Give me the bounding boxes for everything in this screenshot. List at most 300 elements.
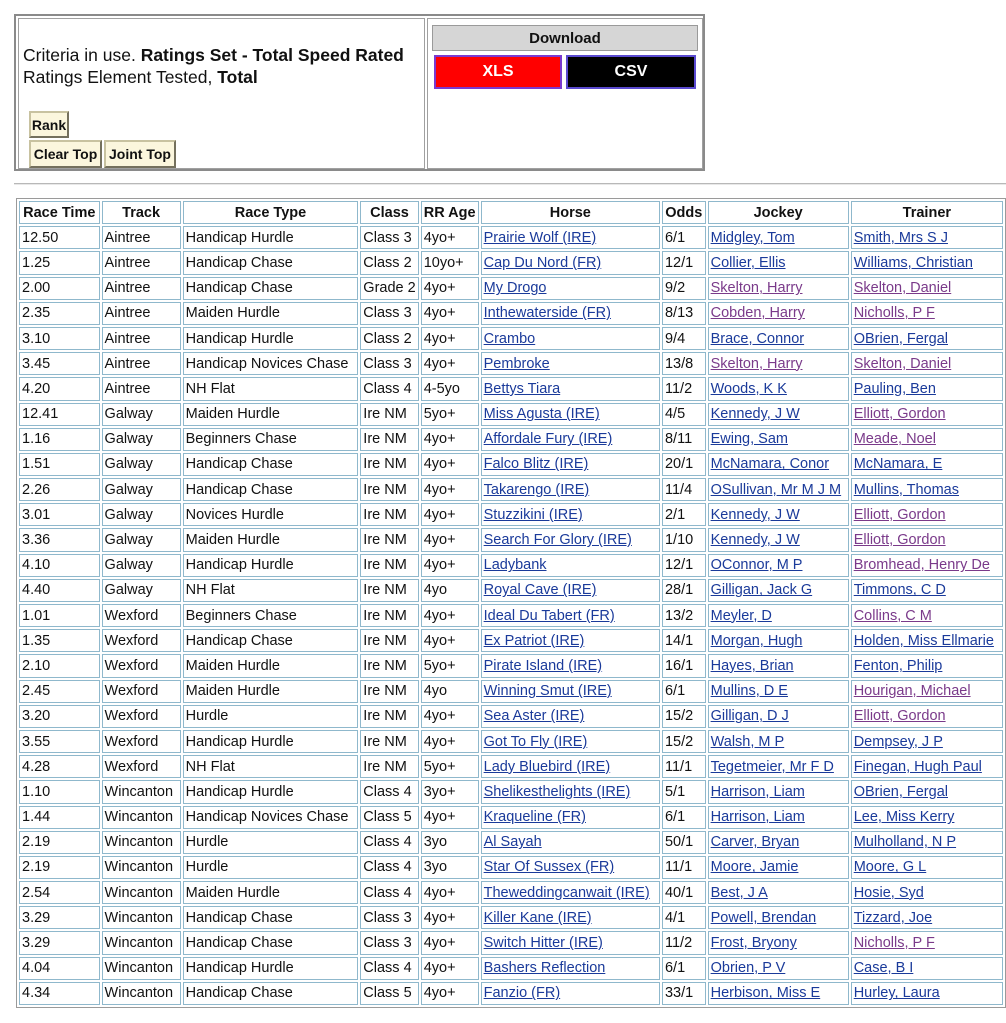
cell-odds: 14/1 — [662, 629, 706, 652]
jockey-link[interactable]: Kennedy, J W — [710, 532, 800, 549]
trainer-link[interactable]: Dempsey, J P — [853, 733, 943, 750]
cell-race-type: Handicap Chase — [183, 277, 359, 300]
cell-horse — [481, 780, 660, 803]
trainer-link[interactable]: Elliott, Gordon — [853, 708, 946, 725]
cell-track: Aintree — [102, 251, 181, 274]
horse-link[interactable]: Kraqueline (FR) — [483, 809, 586, 826]
header-class[interactable]: Class — [360, 201, 418, 224]
table-row — [19, 831, 1003, 854]
jockey-link[interactable]: Walsh, M P — [710, 733, 785, 750]
trainer-link[interactable]: Mullins, Thomas — [853, 481, 959, 498]
cell-race-time: 2.19 — [19, 856, 100, 879]
table-row — [19, 579, 1003, 602]
cell-race-time: 12.50 — [19, 226, 100, 249]
cell-jockey — [708, 856, 849, 879]
jockey-link[interactable]: Woods, K K — [710, 380, 787, 397]
cell-horse — [481, 226, 660, 249]
header-odds[interactable]: Odds — [662, 201, 706, 224]
table-row — [19, 680, 1003, 703]
trainer-link[interactable]: Elliott, Gordon — [853, 506, 946, 523]
table-row — [19, 453, 1003, 476]
cell-race-type: Novices Hurdle — [183, 503, 359, 526]
cell-trainer — [851, 277, 1003, 300]
trainer-link[interactable]: OBrien, Fergal — [853, 330, 948, 347]
cell-race-type: Handicap Hurdle — [183, 780, 359, 803]
cell-rr-age: 4yo+ — [421, 352, 479, 375]
jockey-link[interactable]: Obrien, P V — [710, 960, 786, 977]
trainer-link[interactable]: Lee, Miss Kerry — [853, 809, 955, 826]
cell-track: Galway — [102, 579, 181, 602]
cell-horse — [481, 906, 660, 929]
cell-race-time: 3.36 — [19, 528, 100, 551]
header-track[interactable]: Track — [102, 201, 181, 224]
trainer-link[interactable]: Timmons, C D — [853, 582, 946, 599]
cell-race-time: 12.41 — [19, 403, 100, 426]
cell-trainer — [851, 579, 1003, 602]
cell-rr-age: 4yo+ — [421, 554, 479, 577]
table-row — [19, 604, 1003, 627]
criteria-element-tested — [23, 67, 258, 87]
cell-class: Class 4 — [360, 831, 418, 854]
cell-odds: 4/5 — [662, 403, 706, 426]
horse-link[interactable]: Royal Cave (IRE) — [483, 582, 597, 599]
cell-race-time: 1.10 — [19, 780, 100, 803]
horse-link[interactable]: Sea Aster (IRE) — [483, 708, 585, 725]
cell-track: Wincanton — [102, 906, 181, 929]
cell-race-type: Handicap Chase — [183, 478, 359, 501]
cell-race-type: Handicap Chase — [183, 629, 359, 652]
trainer-link[interactable]: Smith, Mrs S J — [853, 229, 948, 246]
jockey-link[interactable]: Morgan, Hugh — [710, 632, 803, 649]
cell-horse — [481, 453, 660, 476]
cell-class: Class 3 — [360, 931, 418, 954]
cell-rr-age: 4yo+ — [421, 428, 479, 451]
trainer-link[interactable]: Hurley, Laura — [853, 985, 940, 1002]
cell-odds: 1/10 — [662, 528, 706, 551]
table-row — [19, 503, 1003, 526]
table-row — [19, 931, 1003, 954]
cell-rr-age: 5yo+ — [421, 654, 479, 677]
table-row — [19, 906, 1003, 929]
cell-track: Wincanton — [102, 780, 181, 803]
jockey-link[interactable]: Mullins, D E — [710, 683, 788, 700]
cell-jockey — [708, 503, 849, 526]
rank-button[interactable]: Rank — [29, 111, 69, 138]
cell-jockey — [708, 478, 849, 501]
cell-race-time: 2.35 — [19, 302, 100, 325]
trainer-link[interactable]: Mulholland, N P — [853, 834, 957, 851]
cell-jockey — [708, 931, 849, 954]
cell-class: Class 5 — [360, 806, 418, 829]
jockey-link[interactable]: Harrison, Liam — [710, 783, 805, 800]
table-row — [19, 755, 1003, 778]
cell-race-type: Handicap Hurdle — [183, 957, 359, 980]
jockey-link[interactable]: Midgley, Tom — [710, 229, 795, 246]
xls-download-button[interactable]: XLS — [434, 55, 562, 89]
jockey-link[interactable]: Meyler, D — [710, 607, 772, 624]
header-horse[interactable]: Horse — [481, 201, 660, 224]
criteria-box — [18, 18, 425, 169]
cell-horse — [481, 503, 660, 526]
jockey-link[interactable]: Powell, Brendan — [710, 909, 817, 926]
cell-rr-age: 4yo+ — [421, 705, 479, 728]
horse-link[interactable]: Prairie Wolf (IRE) — [483, 229, 597, 246]
trainer-link[interactable]: Pauling, Ben — [853, 380, 936, 397]
cell-jockey — [708, 680, 849, 703]
header-trainer[interactable]: Trainer — [851, 201, 1003, 224]
cell-track: Galway — [102, 453, 181, 476]
cell-rr-age: 5yo+ — [421, 755, 479, 778]
jockey-link[interactable]: Ewing, Sam — [710, 431, 788, 448]
horse-link[interactable]: Bettys Tiara — [483, 380, 561, 397]
cell-jockey — [708, 226, 849, 249]
horse-link[interactable]: Al Sayah — [483, 834, 542, 851]
jockey-link[interactable]: Gilligan, D J — [710, 708, 789, 725]
cell-jockey — [708, 528, 849, 551]
cell-odds: 15/2 — [662, 730, 706, 753]
jockey-link[interactable]: Brace, Connor — [710, 330, 805, 347]
jockey-link[interactable]: Kennedy, J W — [710, 506, 800, 523]
cell-race-type: Handicap Chase — [183, 251, 359, 274]
cell-odds: 6/1 — [662, 957, 706, 980]
cell-track: Wexford — [102, 680, 181, 703]
cell-class: Class 4 — [360, 780, 418, 803]
cell-track: Galway — [102, 503, 181, 526]
cell-odds: 11/1 — [662, 755, 706, 778]
clear-top-button[interactable]: Clear Top — [29, 140, 102, 168]
cell-track: Aintree — [102, 226, 181, 249]
cell-odds: 16/1 — [662, 654, 706, 677]
header-jockey[interactable]: Jockey — [708, 201, 849, 224]
results-table — [16, 198, 1006, 1008]
cell-track: Aintree — [102, 352, 181, 375]
cell-race-type: NH Flat — [183, 755, 359, 778]
jockey-link[interactable]: Gilligan, Jack G — [710, 582, 813, 599]
cell-odds: 6/1 — [662, 680, 706, 703]
table-row — [19, 982, 1003, 1005]
cell-jockey — [708, 554, 849, 577]
cell-race-type: Maiden Hurdle — [183, 654, 359, 677]
table-row — [19, 780, 1003, 803]
cell-class: Class 3 — [360, 352, 418, 375]
horse-link[interactable]: Shelikesthelights (IRE) — [483, 783, 631, 800]
cell-rr-age: 4yo+ — [421, 453, 479, 476]
cell-track: Wincanton — [102, 856, 181, 879]
trainer-link[interactable]: Elliott, Gordon — [853, 532, 946, 549]
cell-horse — [481, 528, 660, 551]
cell-race-type: Beginners Chase — [183, 428, 359, 451]
cell-class: Ire NM — [360, 680, 418, 703]
table-row — [19, 302, 1003, 325]
cell-trainer — [851, 428, 1003, 451]
horse-link[interactable]: Killer Kane (IRE) — [483, 909, 592, 926]
cell-race-type: Handicap Novices Chase — [183, 806, 359, 829]
horse-link[interactable]: Switch Hitter (IRE) — [483, 935, 603, 952]
cell-jockey — [708, 629, 849, 652]
cell-jockey — [708, 654, 849, 677]
cell-odds: 6/1 — [662, 226, 706, 249]
horse-link[interactable]: Theweddingcanwait (IRE) — [483, 884, 650, 901]
cell-track: Wincanton — [102, 931, 181, 954]
cell-race-time: 2.10 — [19, 654, 100, 677]
cell-race-time: 1.25 — [19, 251, 100, 274]
trainer-link[interactable]: Nicholls, P F — [853, 935, 935, 952]
cell-trainer — [851, 554, 1003, 577]
cell-race-type: Maiden Hurdle — [183, 881, 359, 904]
cell-class: Class 2 — [360, 327, 418, 350]
cell-horse — [481, 806, 660, 829]
cell-jockey — [708, 579, 849, 602]
cell-jockey — [708, 251, 849, 274]
cell-class: Grade 2 — [360, 277, 418, 300]
cell-race-type: Hurdle — [183, 705, 359, 728]
cell-odds: 5/1 — [662, 780, 706, 803]
cell-odds: 2/1 — [662, 503, 706, 526]
cell-odds: 9/4 — [662, 327, 706, 350]
horse-link[interactable]: Winning Smut (IRE) — [483, 683, 612, 700]
cell-race-time: 1.35 — [19, 629, 100, 652]
cell-race-type: Hurdle — [183, 856, 359, 879]
horse-link[interactable]: Inthewaterside (FR) — [483, 305, 611, 322]
trainer-link[interactable]: Skelton, Daniel — [853, 355, 952, 372]
cell-trainer — [851, 931, 1003, 954]
cell-rr-age: 4yo+ — [421, 957, 479, 980]
header-rr-age[interactable]: RR Age — [421, 201, 479, 224]
jockey-link[interactable]: Cobden, Harry — [710, 305, 805, 322]
cell-rr-age: 5yo+ — [421, 403, 479, 426]
table-row — [19, 554, 1003, 577]
download-title: Download — [432, 25, 698, 51]
cell-horse — [481, 654, 660, 677]
cell-odds: 9/2 — [662, 277, 706, 300]
cell-class: Ire NM — [360, 730, 418, 753]
trainer-link[interactable]: Holden, Miss Ellmarie — [853, 632, 994, 649]
trainer-link[interactable]: Tizzard, Joe — [853, 909, 933, 926]
cell-trainer — [851, 302, 1003, 325]
horse-link[interactable]: Ladybank — [483, 557, 547, 574]
header-race-time[interactable]: Race Time — [19, 201, 100, 224]
horse-link[interactable]: Miss Agusta (IRE) — [483, 406, 600, 423]
cell-jockey — [708, 755, 849, 778]
cell-jockey — [708, 982, 849, 1005]
trainer-link[interactable]: Nicholls, P F — [853, 305, 935, 322]
trainer-link[interactable]: Finegan, Hugh Paul — [853, 758, 982, 775]
cell-race-type: NH Flat — [183, 377, 359, 400]
joint-top-button[interactable]: Joint Top — [104, 140, 176, 168]
cell-horse — [481, 881, 660, 904]
jockey-link[interactable]: Hayes, Brian — [710, 657, 794, 674]
cell-track: Wincanton — [102, 831, 181, 854]
trainer-link[interactable]: Skelton, Daniel — [853, 280, 952, 297]
table-row — [19, 277, 1003, 300]
trainer-link[interactable]: Collins, C M — [853, 607, 932, 624]
cell-horse — [481, 957, 660, 980]
cell-odds: 4/1 — [662, 906, 706, 929]
jockey-link[interactable]: Carver, Bryan — [710, 834, 800, 851]
cell-trainer — [851, 806, 1003, 829]
jockey-link[interactable]: Frost, Bryony — [710, 935, 797, 952]
cell-class: Ire NM — [360, 654, 418, 677]
cell-rr-age: 3yo+ — [421, 780, 479, 803]
cell-class: Class 3 — [360, 226, 418, 249]
cell-trainer — [851, 654, 1003, 677]
cell-race-type: Handicap Chase — [183, 906, 359, 929]
cell-race-time: 4.40 — [19, 579, 100, 602]
cell-race-type: Maiden Hurdle — [183, 680, 359, 703]
cell-class: Ire NM — [360, 528, 418, 551]
cell-horse — [481, 428, 660, 451]
cell-rr-age: 4yo — [421, 579, 479, 602]
cell-trainer — [851, 982, 1003, 1005]
cell-class: Ire NM — [360, 453, 418, 476]
cell-rr-age: 4yo+ — [421, 806, 479, 829]
trainer-link[interactable]: Williams, Christian — [853, 254, 973, 271]
horse-link[interactable]: Stuzzikini (IRE) — [483, 506, 583, 523]
horse-link[interactable]: Pirate Island (IRE) — [483, 657, 603, 674]
horse-link[interactable]: Bashers Reflection — [483, 960, 606, 977]
cell-jockey — [708, 730, 849, 753]
jockey-link[interactable]: McNamara, Conor — [710, 456, 830, 473]
cell-horse — [481, 831, 660, 854]
horse-link[interactable]: Star Of Sussex (FR) — [483, 859, 615, 876]
table-row — [19, 730, 1003, 753]
trainer-link[interactable]: Hosie, Syd — [853, 884, 924, 901]
cell-horse — [481, 629, 660, 652]
cell-class: Ire NM — [360, 428, 418, 451]
cell-odds: 8/13 — [662, 302, 706, 325]
cell-jockey — [708, 302, 849, 325]
jockey-link[interactable]: Herbison, Miss E — [710, 985, 821, 1002]
jockey-link[interactable]: Best, J A — [710, 884, 768, 901]
table-row — [19, 428, 1003, 451]
cell-class: Ire NM — [360, 755, 418, 778]
horse-link[interactable]: Search For Glory (IRE) — [483, 532, 632, 549]
cell-race-time: 4.04 — [19, 957, 100, 980]
cell-horse — [481, 604, 660, 627]
table-row — [19, 403, 1003, 426]
cell-class: Ire NM — [360, 629, 418, 652]
cell-rr-age: 4yo+ — [421, 277, 479, 300]
cell-horse — [481, 680, 660, 703]
trainer-link[interactable]: Hourigan, Michael — [853, 683, 971, 700]
table-row — [19, 251, 1003, 274]
cell-trainer — [851, 831, 1003, 854]
cell-track: Wexford — [102, 629, 181, 652]
cell-jockey — [708, 604, 849, 627]
cell-rr-age: 4yo+ — [421, 478, 479, 501]
horse-link[interactable]: Affordale Fury (IRE) — [483, 431, 613, 448]
cell-class: Class 3 — [360, 906, 418, 929]
cell-rr-age: 4yo+ — [421, 982, 479, 1005]
horse-link[interactable]: Lady Bluebird (IRE) — [483, 758, 611, 775]
cell-horse — [481, 856, 660, 879]
cell-race-type: Maiden Hurdle — [183, 528, 359, 551]
jockey-link[interactable]: Tegetmeier, Mr F D — [710, 758, 834, 775]
trainer-link[interactable]: Moore, G L — [853, 859, 927, 876]
cell-race-time: 3.29 — [19, 906, 100, 929]
cell-track: Aintree — [102, 277, 181, 300]
jockey-link[interactable]: OConnor, M P — [710, 557, 803, 574]
cell-race-type: Hurdle — [183, 831, 359, 854]
cell-trainer — [851, 755, 1003, 778]
horse-link[interactable]: Crambo — [483, 330, 536, 347]
cell-trainer — [851, 881, 1003, 904]
table-row — [19, 806, 1003, 829]
cell-odds: 13/8 — [662, 352, 706, 375]
cell-horse — [481, 327, 660, 350]
jockey-link[interactable]: Collier, Ellis — [710, 254, 786, 271]
trainer-link[interactable]: Elliott, Gordon — [853, 406, 946, 423]
header-race-type[interactable]: Race Type — [183, 201, 359, 224]
cell-track: Wincanton — [102, 881, 181, 904]
table-row — [19, 226, 1003, 249]
csv-download-button[interactable]: CSV — [566, 55, 696, 89]
jockey-link[interactable]: Harrison, Liam — [710, 809, 805, 826]
cell-track: Aintree — [102, 377, 181, 400]
criteria-ratings-set — [23, 45, 404, 65]
horse-link[interactable]: My Drogo — [483, 280, 547, 297]
horse-link[interactable]: Ideal Du Tabert (FR) — [483, 607, 615, 624]
jockey-link[interactable]: Skelton, Harry — [710, 355, 803, 372]
cell-jockey — [708, 957, 849, 980]
table-header-row — [19, 201, 1003, 224]
trainer-link[interactable]: Bromhead, Henry De — [853, 557, 990, 574]
horse-link[interactable]: Falco Blitz (IRE) — [483, 456, 589, 473]
horse-link[interactable]: Got To Fly (IRE) — [483, 733, 588, 750]
cell-class: Ire NM — [360, 503, 418, 526]
cell-track: Aintree — [102, 327, 181, 350]
cell-track: Wincanton — [102, 957, 181, 980]
table-row — [19, 377, 1003, 400]
cell-race-time: 1.16 — [19, 428, 100, 451]
cell-trainer — [851, 327, 1003, 350]
trainer-link[interactable]: Fenton, Philip — [853, 657, 943, 674]
cell-trainer — [851, 226, 1003, 249]
horse-link[interactable]: Fanzio (FR) — [483, 985, 561, 1002]
cell-rr-age: 4yo — [421, 680, 479, 703]
cell-race-time: 2.19 — [19, 831, 100, 854]
horse-link[interactable]: Pembroke — [483, 355, 550, 372]
cell-race-time: 4.10 — [19, 554, 100, 577]
cell-race-time: 3.55 — [19, 730, 100, 753]
cell-trainer — [851, 957, 1003, 980]
cell-race-type: Handicap Hurdle — [183, 730, 359, 753]
cell-rr-age: 4yo+ — [421, 730, 479, 753]
cell-race-time: 2.54 — [19, 881, 100, 904]
criteria-panel — [14, 14, 705, 171]
horse-link[interactable]: Cap Du Nord (FR) — [483, 254, 602, 271]
trainer-link[interactable]: McNamara, E — [853, 456, 943, 473]
cell-class: Class 3 — [360, 302, 418, 325]
criteria-label: Criteria in use. — [23, 45, 141, 65]
horse-link[interactable]: Takarengo (IRE) — [483, 481, 590, 498]
cell-race-time: 2.26 — [19, 478, 100, 501]
cell-rr-age: 3yo — [421, 856, 479, 879]
jockey-link[interactable]: OSullivan, Mr M J M — [710, 481, 842, 498]
jockey-link[interactable]: Moore, Jamie — [710, 859, 799, 876]
cell-trainer — [851, 352, 1003, 375]
trainer-link[interactable]: OBrien, Fergal — [853, 783, 948, 800]
cell-jockey — [708, 352, 849, 375]
jockey-link[interactable]: Kennedy, J W — [710, 406, 800, 423]
trainer-link[interactable]: Case, B I — [853, 960, 914, 977]
jockey-link[interactable]: Skelton, Harry — [710, 280, 803, 297]
cell-odds: 15/2 — [662, 705, 706, 728]
cell-horse — [481, 478, 660, 501]
trainer-link[interactable]: Meade, Noel — [853, 431, 936, 448]
cell-track: Wincanton — [102, 806, 181, 829]
horse-link[interactable]: Ex Patriot (IRE) — [483, 632, 585, 649]
